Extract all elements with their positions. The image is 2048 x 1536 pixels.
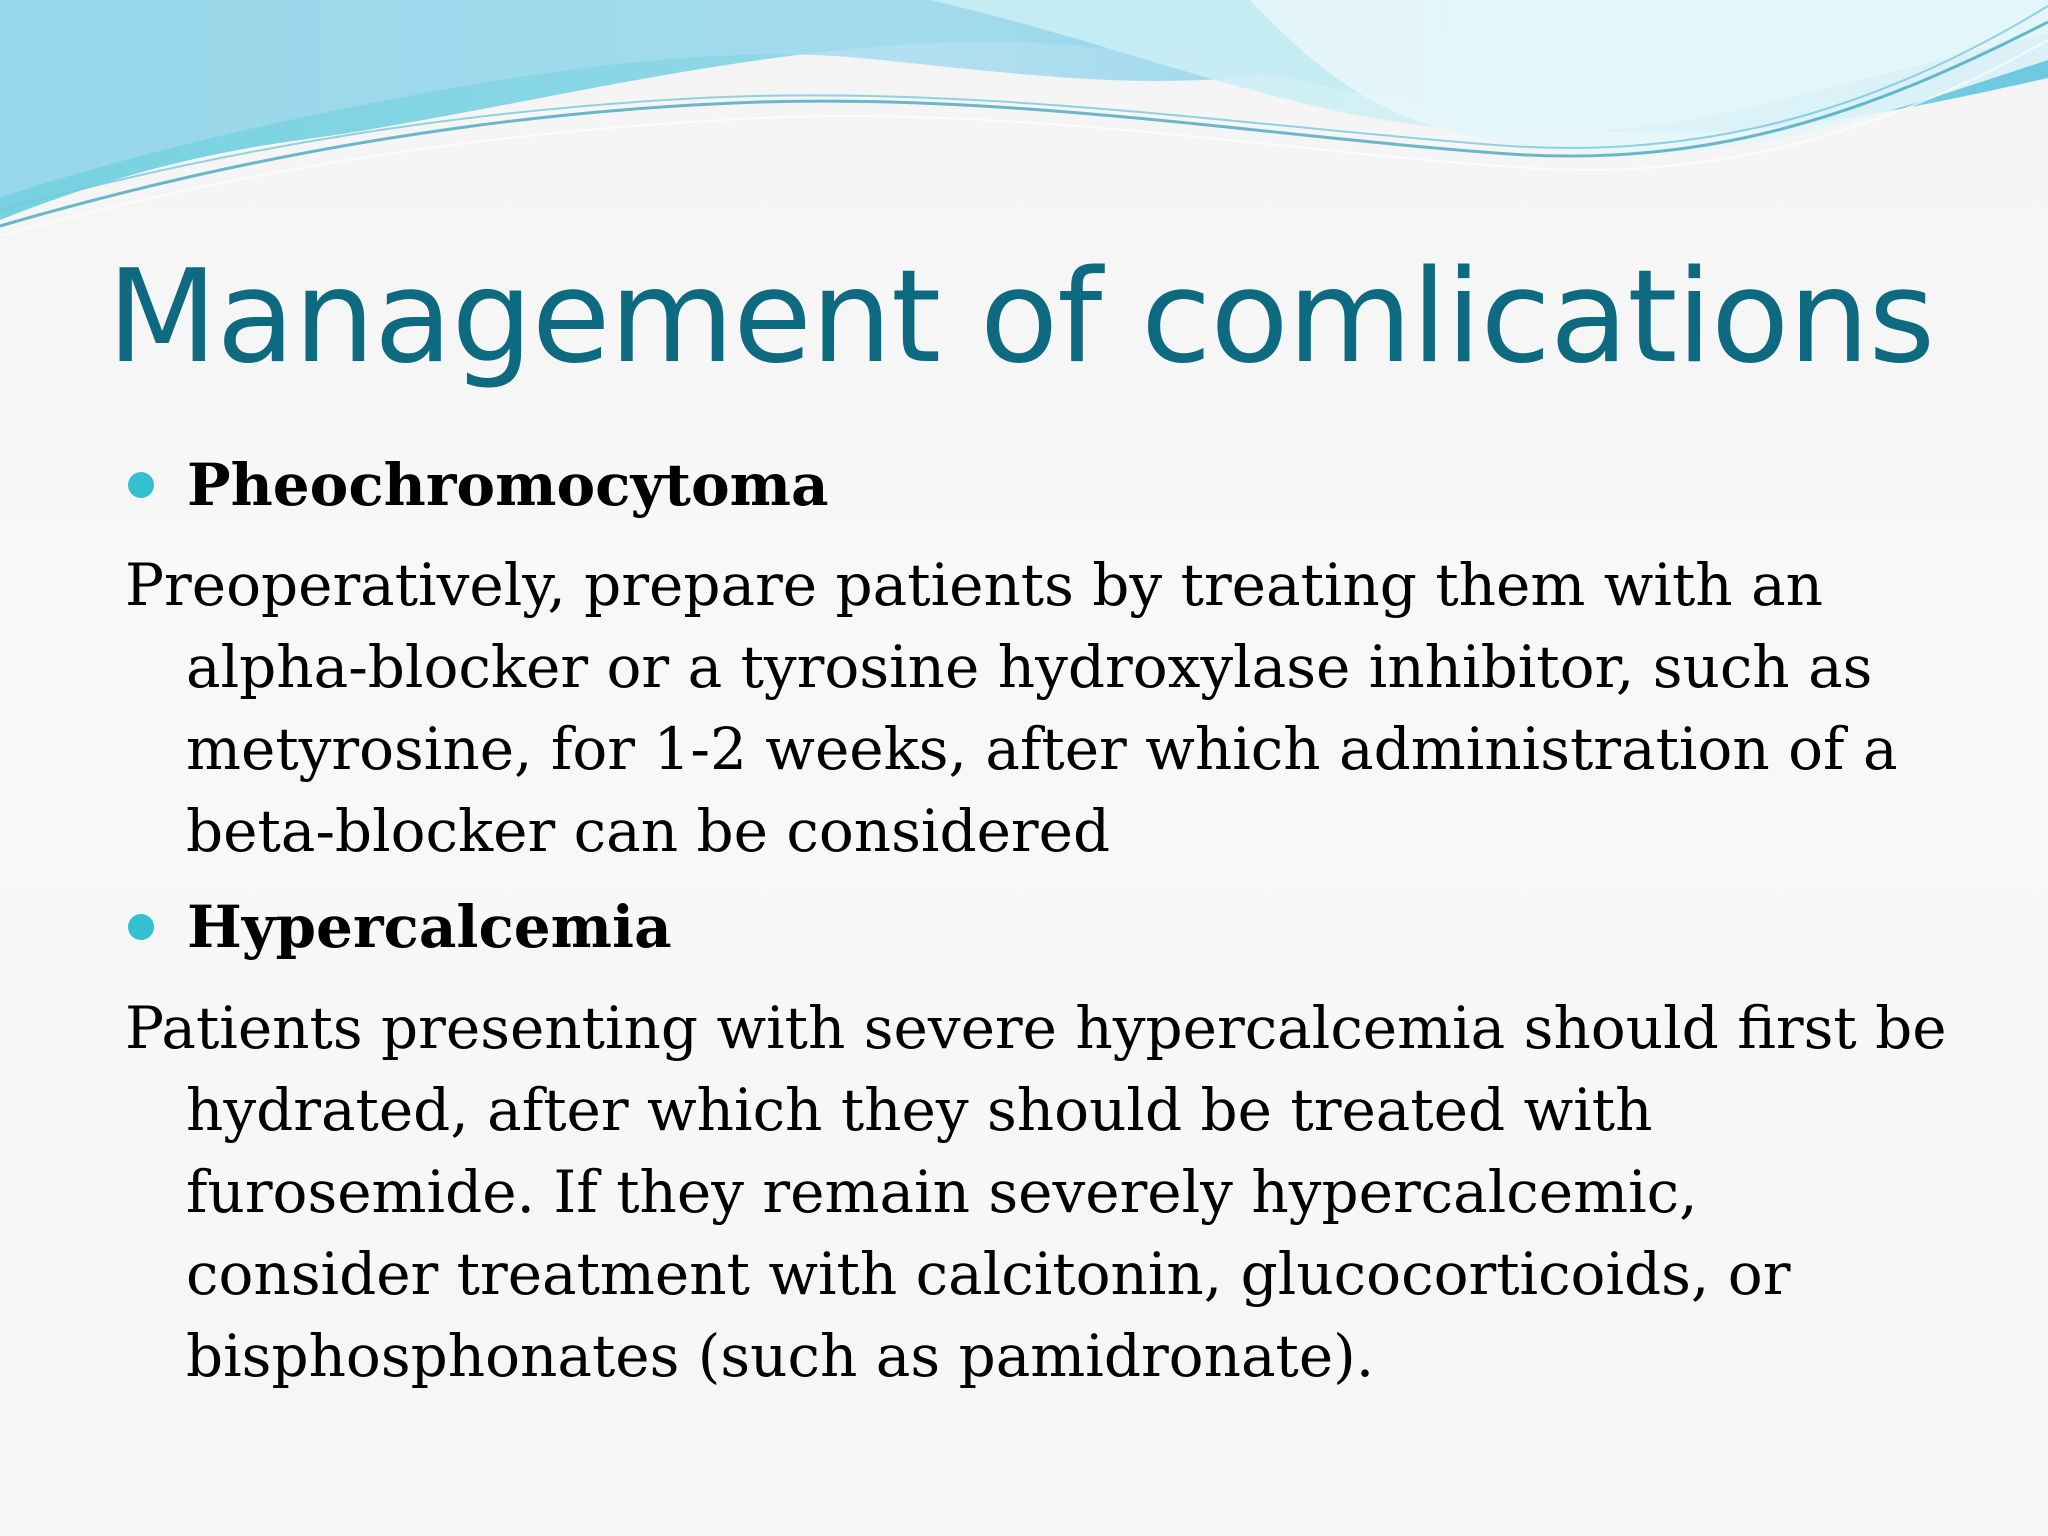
section-heading: Pheochromocytoma [187, 451, 829, 519]
paragraph-line: alpha-blocker or a tyrosine hydroxylase inhibitor, such as [186, 633, 1873, 701]
paragraph-line: beta-blocker can be considered [186, 797, 1111, 865]
bullet-dot-icon [128, 914, 154, 940]
bullet-dot-icon [128, 472, 154, 498]
paragraph-line: Patients presenting with severe hypercalcemia should first be [125, 994, 1947, 1062]
paragraph-line: Preoperatively, prepare patients by treating them with an [125, 551, 1824, 619]
paragraph-line: metyrosine, for 1-2 weeks, after which administration of a [186, 715, 1898, 783]
paragraph-line: bisphosphonates (such as pamidronate). [186, 1322, 1375, 1390]
bullet-hypercalcemia [128, 887, 672, 967]
pheochromocytoma-paragraph [125, 544, 2005, 872]
hypercalcemia-paragraph [125, 987, 2005, 1397]
bullet-pheochromocytoma [128, 445, 829, 525]
paragraph-line: consider treatment with calcitonin, glucocorticoids, or [186, 1240, 1791, 1308]
slide-title: Management of comlications [107, 243, 1935, 392]
paragraph-line: hydrated, after which they should be treated with [186, 1076, 1653, 1144]
section-heading: Hypercalcemia [187, 893, 672, 961]
paragraph-line: furosemide. If they remain severely hypercalcemic, [186, 1158, 1698, 1226]
